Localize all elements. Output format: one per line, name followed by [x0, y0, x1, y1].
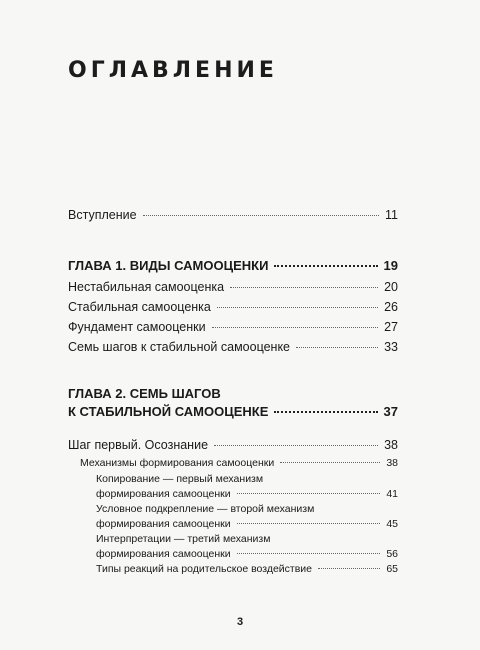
toc-entry: [68, 320, 398, 334]
toc-entry-line1: Копирование — первый механизм: [96, 473, 264, 485]
toc-entry: [96, 518, 398, 530]
leader-dots: [230, 287, 378, 288]
toc-entry: [68, 340, 398, 354]
toc-page-number: 38: [386, 457, 398, 469]
leader-dots: [274, 411, 377, 413]
leader-dots: [318, 568, 380, 569]
toc-entry-intro: [68, 208, 398, 222]
toc-page-number: 26: [384, 300, 398, 314]
toc-page-number: 41: [386, 488, 398, 500]
toc-chapter-2: [68, 404, 398, 419]
toc-entry-label: Фундамент самооценки: [68, 320, 206, 334]
toc-entry: [68, 438, 398, 452]
toc-entry: [68, 300, 398, 314]
toc-entry-label: Вступление: [68, 208, 137, 222]
toc-entry-label: Шаг первый. Осознание: [68, 438, 209, 452]
toc-entry-label: формирования самооценки: [96, 488, 231, 500]
leader-dots: [237, 553, 381, 554]
toc-page-number: 11: [385, 208, 398, 222]
toc-chapter-1: [68, 258, 398, 273]
leader-dots: [280, 462, 380, 463]
toc-page-number: 37: [383, 404, 398, 419]
toc-entry-line1: Условное подкрепление — второй механизм: [96, 503, 315, 515]
toc-page-number: 56: [386, 548, 398, 560]
toc-entry-label: Семь шагов к стабильной самооценке: [68, 340, 291, 354]
toc-page-number: 38: [384, 438, 398, 452]
toc-page-number: 33: [384, 340, 398, 354]
toc-page-number: 45: [386, 518, 398, 530]
toc-entry-label: ГЛАВА 1. ВИДЫ САМООЦЕНКИ: [68, 258, 269, 273]
leader-dots: [237, 493, 381, 494]
leader-dots: [143, 215, 379, 216]
leader-dots: [237, 523, 381, 524]
toc-page-number: 20: [384, 280, 398, 294]
toc-entry: [96, 488, 398, 500]
leader-dots: [217, 307, 378, 308]
page-title: ОГЛАВЛЕНИЕ: [68, 58, 278, 83]
toc-chapter-2-line1: ГЛАВА 2. СЕМЬ ШАГОВ: [68, 386, 221, 401]
toc-entry-label: К СТАБИЛЬНОЙ САМООЦЕНКЕ: [68, 404, 269, 419]
toc-entry-label: формирования самооценки: [96, 548, 231, 560]
leader-dots: [274, 265, 377, 267]
page-number: 3: [236, 616, 244, 628]
leader-dots: [214, 445, 378, 446]
leader-dots: [296, 347, 378, 348]
toc-entry: [68, 280, 398, 294]
toc-entry-label: формирования самооценки: [96, 518, 231, 530]
toc-entry: [96, 563, 398, 575]
toc-entry: [96, 548, 398, 560]
toc-entry-label: Стабильная самооценка: [68, 300, 211, 314]
toc-page-number: 27: [384, 320, 398, 334]
toc-entry: [80, 457, 398, 469]
toc-page-number: 65: [386, 563, 398, 575]
toc-page-number: 19: [383, 258, 398, 273]
toc-entry-label: Механизмы формирования самооценки: [80, 457, 275, 469]
toc-entry-label: Нестабильная самооценка: [68, 280, 225, 294]
leader-dots: [212, 327, 379, 328]
toc-entry-line1: Интерпретации — третий механизм: [96, 533, 271, 545]
toc-entry-label: Типы реакций на родительское воздействие: [96, 563, 313, 575]
